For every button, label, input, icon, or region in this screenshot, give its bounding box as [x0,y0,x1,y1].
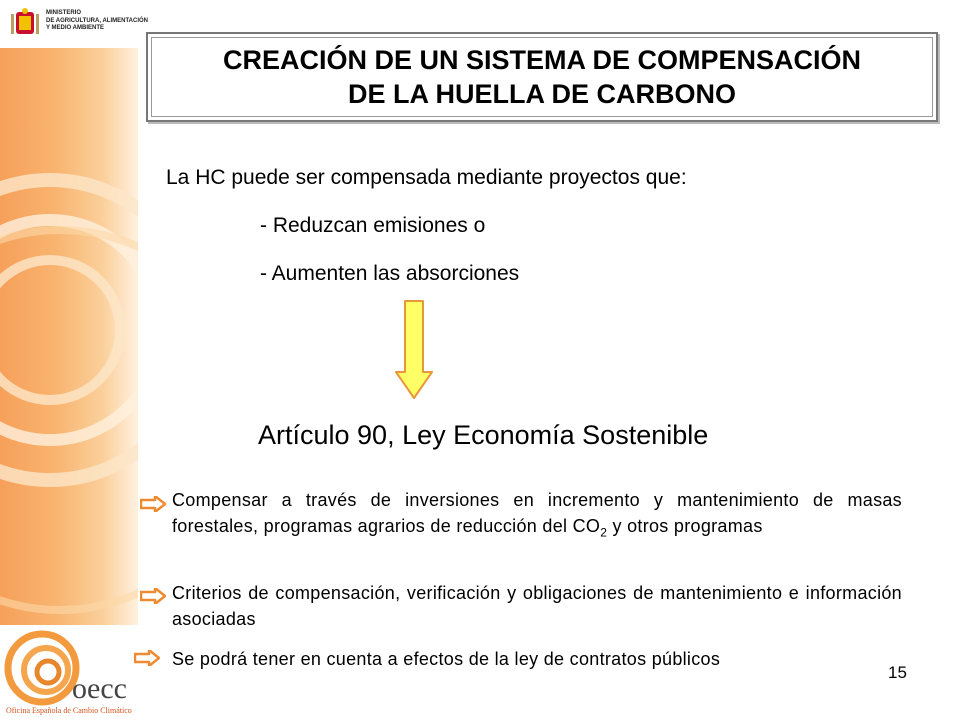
list-item [172,487,902,539]
slide-title [223,43,861,111]
ministry-line-3: Y MEDIO AMBIENTE [46,25,105,31]
list-item: Criterios de compensación, verificación y obligaciones de mantenimiento e información asociadas [172,583,902,629]
oecc-tagline: Oficina Española de Cambio Climático [6,706,132,715]
title-line-1: CREACIÓN DE UN SISTEMA DE COMPENSACIÓN [222,45,862,75]
coat-of-arms-icon [10,8,40,38]
option-reduce: - Reduzcan emisiones o [260,214,486,237]
title-line-2: DE LA HUELLA DE CARBONO [347,79,736,109]
down-arrow-icon [394,300,434,400]
ministry-logo [10,8,148,42]
arrow-bullet-icon [140,496,166,512]
option-increase: - Aumenten las absorciones [260,262,520,285]
ministry-line-1: MINISTERIO [46,10,82,16]
item-1-text-end: y otros programas [607,516,763,536]
concentric-rings-decoration [0,0,138,720]
oecc-logo [2,628,140,718]
arrow-bullet-icon [140,588,166,604]
intro-text: La HC puede ser compensada mediante proyectos que: [166,166,687,189]
ministry-line-2: DE AGRICULTURA, ALIMENTACIÓN [46,17,148,24]
item-1-text: Compensar a través de inversiones en incremento y mantenimiento de masas forestales, programas agrarios de reducción del CO [172,490,902,536]
co2-subscript: 2 [600,525,608,540]
title-box [146,32,938,122]
decorative-side-band [0,0,138,720]
oecc-wordmark: oecc [72,672,127,705]
page-number: 15 [888,663,907,682]
article-heading: Artículo 90, Ley Economía Sostenible [258,420,709,450]
list-item: Se podrá tener en cuenta a efectos de la ley de contratos públicos [172,649,721,669]
